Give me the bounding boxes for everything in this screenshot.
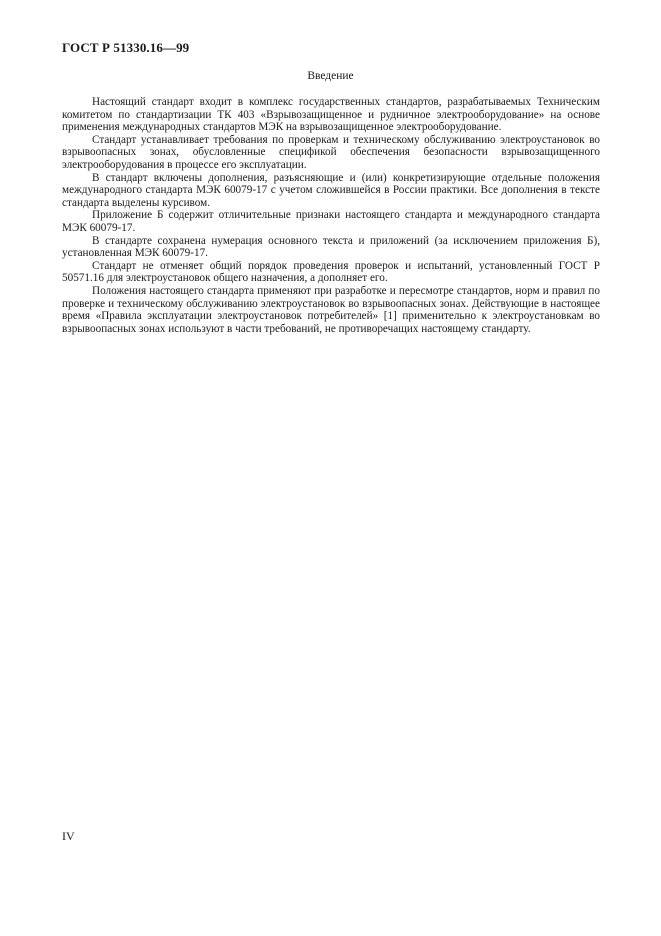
paragraph-5: В стандарте сохранена нумерация основного текста и приложений (за исключением приложения Б), установленная МЭК 60079-17. (62, 234, 600, 260)
section-title: Введение (307, 70, 354, 82)
paragraph-7: Положения настоящего стандарта применяют при разработке и пересмотре стандартов, норм и правил по проверке и техническому обслуживанию электроустановок во взрывоопасных зонах. Действующие в настоящее время «Правила эксплуатации электроустановок потребителей» [1] применительно к электроустановкам во взрывоопасных зонах используют в части требований, не противоречащих настоящему стандарту. (62, 284, 600, 335)
introduction-body (62, 96, 600, 335)
paragraph-1: Настоящий стандарт входит в комплекс государственных стандартов, разрабатываемых Техническим комитетом по стандартизации ТК 403 «Взрывозащищенное и рудничное электрооборудование» на основе применения международных стандартов МЭК на взрывозащищенное электрооборудование. (62, 96, 600, 134)
paragraph-3: В стандарт включены дополнения, разъясняющие и (или) конкретизирующие отдельные положения международного стандарта МЭК 60079-17 с учетом сложившейся в России практики. Все дополнения в тексте стандарта выделены курсивом. (62, 171, 600, 209)
paragraph-6: Стандарт не отменяет общий порядок проведения проверок и испытаний, установленный ГОСТ Р 50571.16 для электроустановок общего назначения, а дополняет его. (62, 259, 600, 285)
page-number: IV (62, 829, 75, 843)
document-code: ГОСТ Р 51330.16—99 (62, 40, 190, 55)
paragraph-4: Приложение Б содержит отличительные признаки настоящего стандарта и международного стандарта МЭК 60079-17. (62, 209, 600, 234)
paragraph-2: Стандарт устанавливает требования по проверкам и техническому обслуживанию электроустановок во взрывоопасных зонах, обусловленные спецификой обеспечения безопасности взрывозащищенного электрооборудования в процессе его эксплуатации. (62, 133, 600, 171)
